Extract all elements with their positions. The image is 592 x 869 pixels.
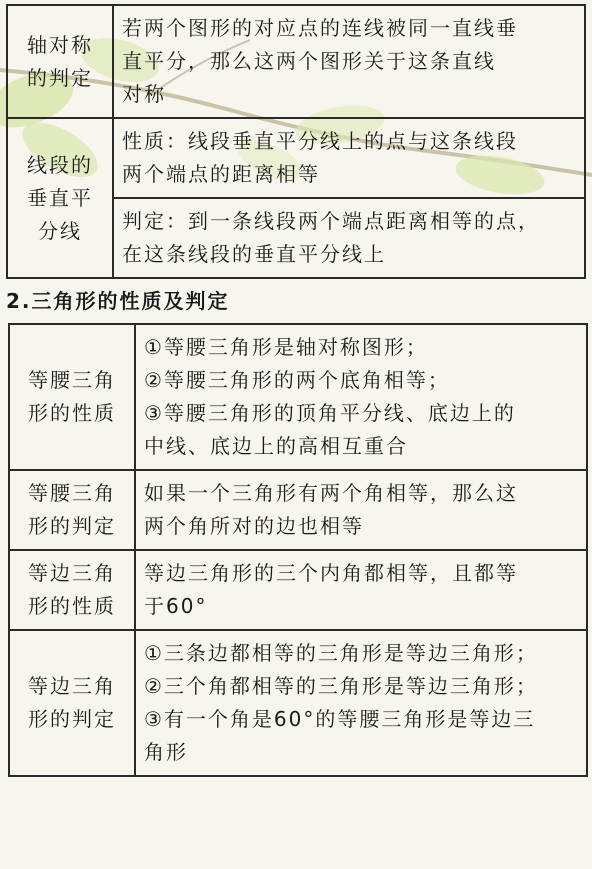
label-line: 形的判定 [28,707,116,731]
label-line: 轴对称 [27,32,93,57]
row-label [9,630,135,776]
table-row [9,470,587,550]
row-label [9,324,135,470]
content-line: ①等腰三角形是轴对称图形； [144,335,428,359]
content-line: ③有一个角是60°的等腰三角形是等边三 [144,707,536,731]
content-line: 两个角所对的边也相等 [144,514,364,538]
label-line: 形的性质 [28,594,116,618]
label-line: 线段的 [27,152,93,177]
content-line: 直平分，那么这两个图形关于这条直线 [122,49,496,73]
label-line: 等边三角 [28,674,116,698]
content-line: 于60° [144,594,208,618]
row-label [7,5,113,118]
content-line: 两个端点的距离相等 [122,162,320,186]
row-content [113,5,585,118]
table-row [7,118,585,198]
label-line: 垂直平 [27,185,93,210]
row-content [135,630,587,776]
content-line: 角形 [144,740,188,764]
content-line: 中线、底边上的高相互重合 [144,434,408,458]
content-line: 判定：到一条线段两个端点距离相等的点， [122,209,540,233]
content-line: ②等腰三角形的两个底角相等； [144,368,450,392]
content-line: ③等腰三角形的顶角平分线、底边上的 [144,401,516,425]
row-content [113,198,585,278]
section-heading: 2.三角形的性质及判定 [6,289,230,313]
table-row [9,630,587,776]
row-content [135,550,587,630]
row-label [9,550,135,630]
content-line: ②三个角都相等的三角形是等边三角形； [144,674,538,698]
label-line: 形的判定 [28,514,116,538]
content-line: 性质：线段垂直平分线上的点与这条线段 [122,129,518,153]
row-label [9,470,135,550]
table-row [7,5,585,118]
table-row [9,550,587,630]
content-line: ①三条边都相等的三角形是等边三角形； [144,641,538,665]
content-line: 在这条线段的垂直平分线上 [122,242,386,266]
row-content [135,324,587,470]
content-line: 如果一个三角形有两个角相等，那么这 [144,481,518,505]
label-line: 等边三角 [28,561,116,585]
row-content [135,470,587,550]
content-line: 若两个图形的对应点的连线被同一直线垂 [122,16,518,40]
label-line: 等腰三角 [28,481,116,505]
table-row [9,324,587,470]
row-content [113,118,585,198]
content-line: 对称 [122,82,166,106]
row-label [7,118,113,278]
label-line: 形的性质 [28,401,116,425]
axial-symmetry-table [6,4,586,279]
label-line: 分线 [38,218,82,243]
label-line: 等腰三角 [28,368,116,392]
content-line: 等边三角形的三个内角都相等，且都等 [144,561,518,585]
triangle-properties-table [8,323,588,777]
label-line: 的判定 [27,65,93,90]
